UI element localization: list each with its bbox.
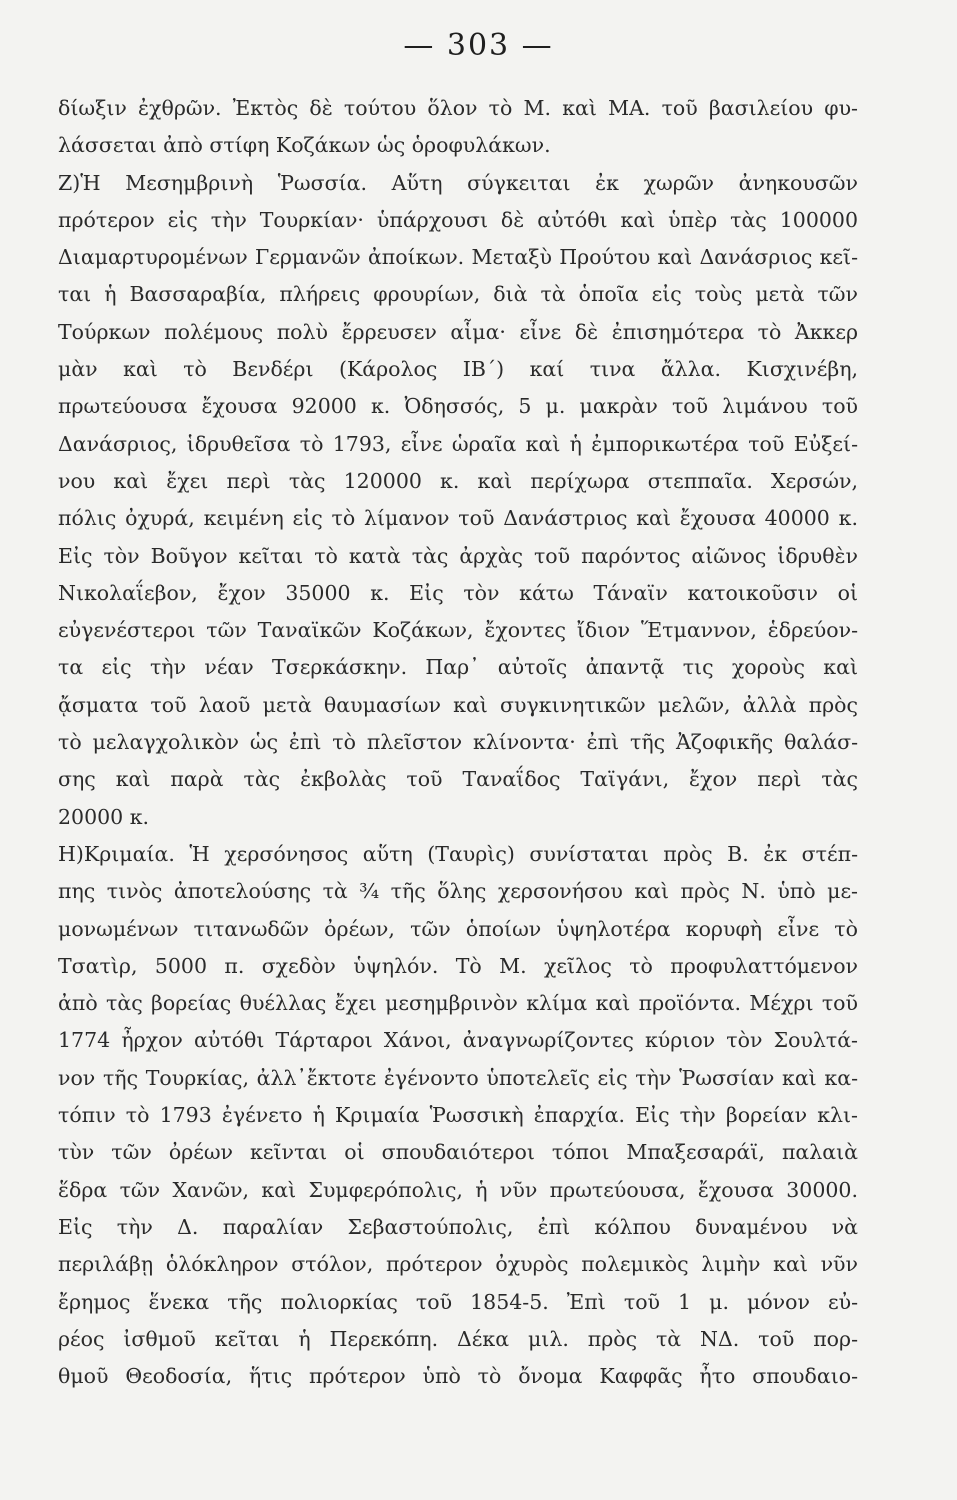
text-line: λάσσεται ἀπὸ στίφη Κοζάκων ὡς ὁροφυλάκων. [58,133,551,158]
text-line: Ζ)Ἡ Μεσημβρινὴ Ῥωσσία. Αὕτη σύγκειται ἐκ χωρῶν ἀνηκουσῶν [58,170,858,195]
text-line: περιλάβῃ ὁλόκληρον στόλον, πρότερον ὀχυρὸς πολεμικὸς λιμὴν καὶ νῦν [58,1252,858,1277]
text-line: τα εἰς τὴν νέαν Τσερκάσκην. Παρ᾽ αὐτοῖς ἀπαντᾷ τις χοροὺς καὶ [58,655,858,680]
text-line: Η)Κριμαία. Ἡ χερσόνησος αὕτη (Ταυρὶς) συνίσταται πρὸς Β. ἐκ στέπ- [58,841,858,866]
text-line: Εἰς τὸν Βοῦγον κεῖται τὸ κατὰ τὰς ἀρχὰς τοῦ παρόντος αἰῶνος ἱδρυθὲν [58,543,858,568]
text-line: εὐγενέστεροι τῶν Ταναϊκῶν Κοζάκων, ἔχοντες ἴδιον Ἕτμαννον, ἑδρεύον- [58,618,858,643]
text-line: ρέος ἰσθμοῦ κεῖται ἡ Περεκόπη. Δέκα μιλ. πρὸς τὰ ΝΔ. τοῦ πορ- [58,1326,858,1351]
text-line: Τσατὶρ, 5000 π. σχεδὸν ὑψηλόν. Τὸ Μ. χεῖλος τὸ προφυλαττόμενον [58,953,858,978]
text-line: πης τινὸς ἀποτελούσης τὰ ¾ τῆς ὅλης χερσονήσου καὶ πρὸς Ν. ὑπὸ με- [58,879,858,904]
page-number: — 303 — [403,28,554,63]
text-line: Τούρκων πολέμους πολὺ ἔρρευσεν αἷμα· εἶνε δὲ ἐπισημότερα τὸ Ἀκκερ [58,319,858,344]
text-line: Δανάσριος, ἱδρυθεῖσα τὸ 1793, εἶνε ὡραῖα καὶ ἡ ἐμπορικωτέρα τοῦ Εὐξεί- [58,431,858,456]
text-line: ται ἡ Βασσαραβία, πλήρεις φρουρίων, διὰ τὰ ὁποῖα εἰς τοὺς μετὰ τῶν [58,282,858,307]
text-line: πόλις ὀχυρά, κειμένη εἰς τὸ λίμανον τοῦ Δανάστριος καὶ ἔχουσα 40000 κ. [58,506,858,531]
text-line: 20000 κ. [58,804,150,829]
text-line: σης καὶ παρὰ τὰς ἐκβολὰς τοῦ Ταναΐδος Ταϊγάνι, ἔχον περὶ τὰς [58,767,858,792]
text-line: Νικολαΐεβον, ἔχον 35000 κ. Εἰς τὸν κάτω Τάναϊν κατοικοῦσιν οἱ [58,580,858,605]
text-line: μὰν καὶ τὸ Βενδέρι (Κάρολος ΙΒ΄) καί τινα ἄλλα. Κισχινέβη, [58,357,858,382]
text-line: ᾄσματα τοῦ λαοῦ μετὰ θαυμασίων καὶ συγκινητικῶν μελῶν, ἀλλὰ πρὸς [58,692,858,717]
body-text [58,90,858,1395]
text-line: ἕδρα τῶν Χανῶν, καὶ Συμφερόπολις, ἡ νῦν πρωτεύουσα, ἔχουσα 30000. [58,1177,858,1202]
text-line: μονωμένων τιτανωδῶν ὀρέων, τῶν ὁποίων ὑψηλοτέρα κορυφὴ εἶνε τὸ [58,916,858,941]
text-line: Εἰς τὴν Δ. παραλίαν Σεβαστούπολις, ἐπὶ κόλπου δυναμένου νὰ [58,1214,858,1239]
text-line: 1774 ἦρχον αὐτόθι Τάρταροι Χάνοι, ἀναγνωρίζοντες κύριον τὸν Σουλτά- [58,1028,858,1053]
text-line: τὸ μελαγχολικὸν ὡς ἐπὶ τὸ πλεῖστον κλίνοντα· ἐπὶ τῆς Ἀζοφικῆς θαλάσ- [58,730,858,755]
text-line: Διαμαρτυρομένων Γερμανῶν ἀποίκων. Μεταξὺ Προύτου καὶ Δανάσριος κεῖ- [58,245,858,270]
text-line: νου καὶ ἔχει περὶ τὰς 120000 κ. καὶ περίχωρα στεππαῖα. Χερσών, [58,468,858,493]
text-line: θμοῦ Θεοδοσία, ἥτις πρότερον ὑπὸ τὸ ὄνομα Καφφᾶς ἦτο σπουδαιο- [58,1364,858,1389]
text-line: πρωτεύουσα ἔχουσα 92000 κ. Ὀδησσός, 5 μ. μακρὰν τοῦ λιμάνου τοῦ [58,394,858,419]
text-line: τόπιν τὸ 1793 ἐγένετο ἡ Κριμαία Ῥωσσικὴ ἐπαρχία. Εἰς τὴν βορείαν κλι- [58,1103,858,1128]
text-line: πρότερον εἰς τὴν Τουρκίαν· ὑπάρχουσι δὲ αὐτόθι καὶ ὑπὲρ τὰς 100000 [58,207,858,232]
text-line: τὺν τῶν ὀρέων κεῖνται οἱ σπουδαιότεροι τόποι Μπαξεσαράϊ, παλαιὰ [58,1140,858,1165]
text-line: ἀπὸ τὰς βορείας θυέλλας ἔχει μεσημβρινὸν κλίμα καὶ προϊόντα. Μέχρι τοῦ [58,991,858,1016]
text-line: νον τῆς Τουρκίας, ἀλλ᾽ἔκτοτε ἐγένοντο ὑποτελεῖς εἰς τὴν Ῥωσσίαν καὶ κα- [58,1065,858,1090]
text-line: ἔρημος ἕνεκα τῆς πολιορκίας τοῦ 1854-5. Ἐπὶ τοῦ 1 μ. μόνον εὐ- [58,1289,858,1314]
text-line: δίωξιν ἐχθρῶν. Ἐκτὸς δὲ τούτου ὅλον τὸ Μ. καὶ ΜΑ. τοῦ βασιλείου φυ- [58,96,858,120]
